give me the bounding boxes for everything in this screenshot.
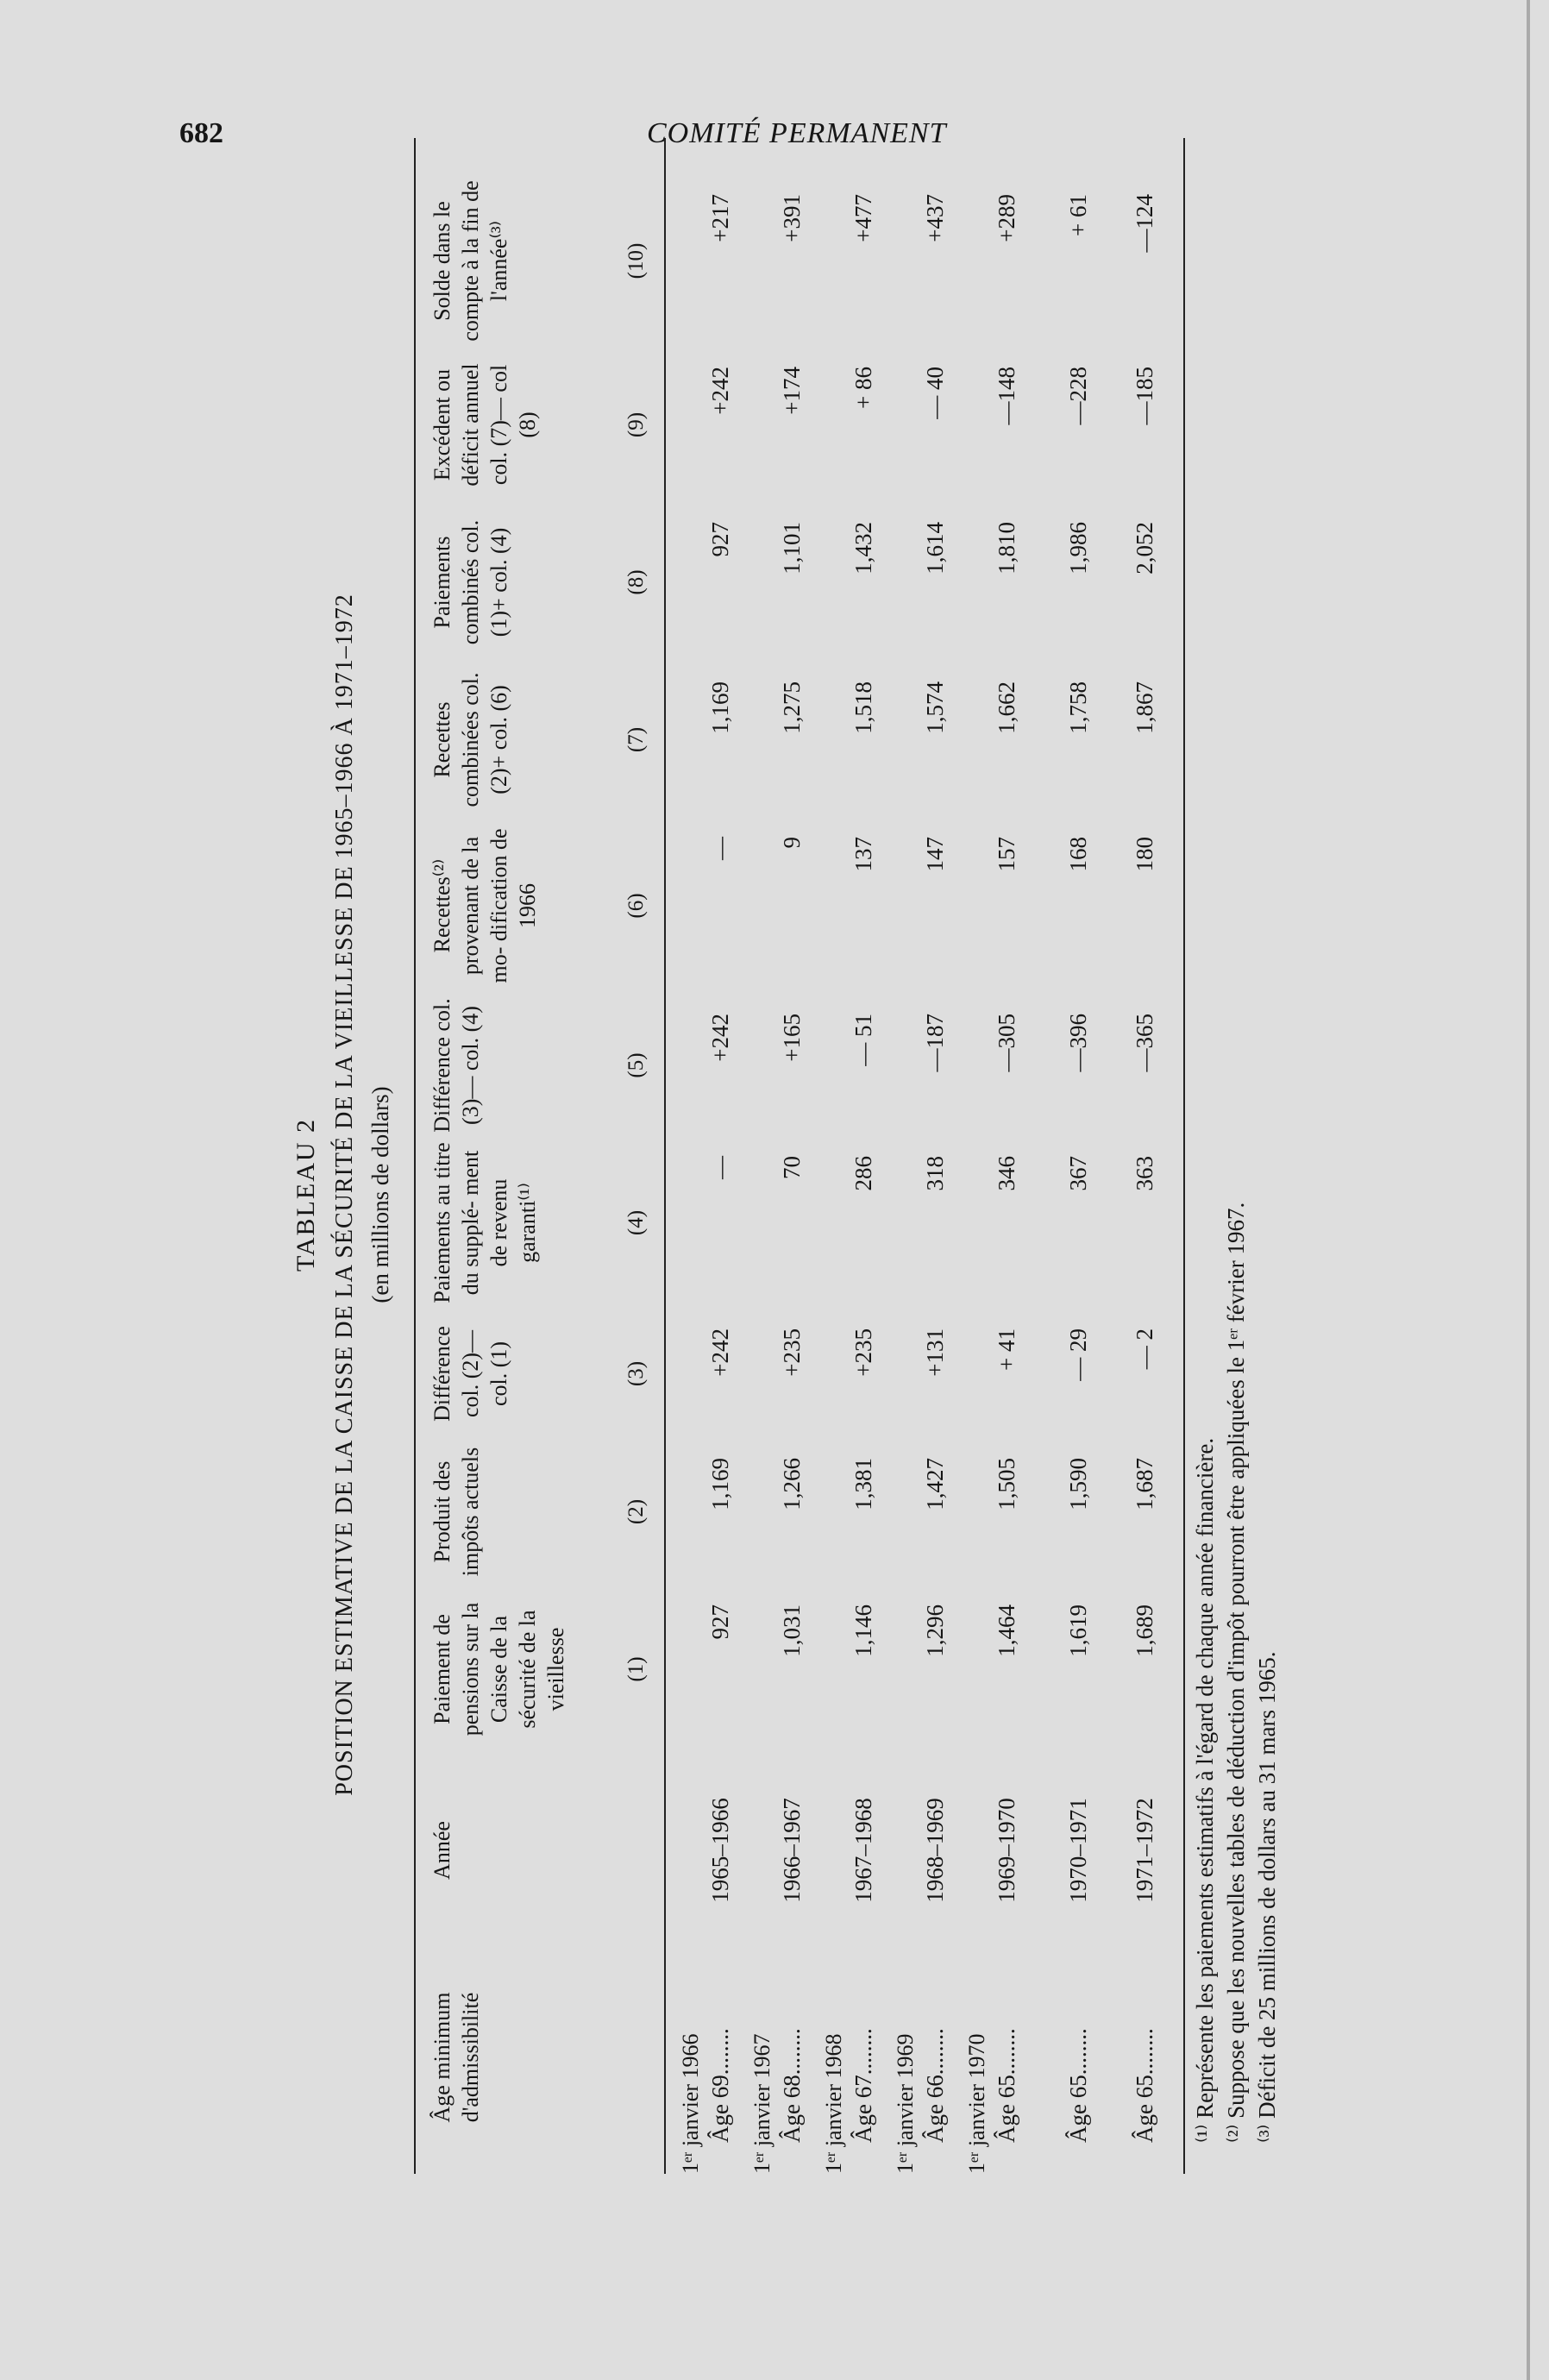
table-cell: 1,590 xyxy=(1065,1458,1091,1510)
table-cell: 1,432 xyxy=(850,522,876,575)
table-cell: 157 xyxy=(994,837,1019,872)
table-cell: 1968–1969 xyxy=(922,1798,948,1903)
table-header-rule xyxy=(664,138,666,2174)
table-cell: —396 xyxy=(1065,1014,1091,1072)
column-header: Différence col. (2)— col. (1) xyxy=(430,1326,511,1422)
row-date: 1ᵉʳ janvier 1966 xyxy=(678,2033,703,2174)
row-date: 1ᵉʳ janvier 1970 xyxy=(964,2033,989,2174)
table-cell: 70 xyxy=(779,1156,805,1179)
table-cell: 1969–1970 xyxy=(994,1798,1019,1903)
column-header: Paiement de pensions sur la Caisse de la sécurité de la vieillesse xyxy=(430,1602,568,1736)
footnote-3: ⁽³⁾ Déficit de 25 millions de dollars au 31 mars 1965. xyxy=(1254,1651,1280,2143)
table-cell: —228 xyxy=(1065,367,1091,425)
table-cell: 1971–1972 xyxy=(1132,1798,1157,1903)
column-header: Excédent ou déficit annuel col. (7)— col (8) xyxy=(430,363,540,487)
table-cell: 1,169 xyxy=(707,1458,733,1510)
table-cell: +242 xyxy=(707,1328,733,1377)
table-cell: 1,758 xyxy=(1065,681,1091,734)
table-cell: +242 xyxy=(707,1014,733,1062)
table-cell: 1,619 xyxy=(1065,1604,1091,1657)
table-cell: +174 xyxy=(779,367,805,415)
table-cell: 286 xyxy=(850,1156,876,1191)
table-cell: 1,031 xyxy=(779,1604,805,1657)
column-number: (2) xyxy=(624,1498,648,1525)
table-cell: —365 xyxy=(1132,1014,1157,1072)
table-cell: 927 xyxy=(707,522,733,557)
table-cell: — 51 xyxy=(850,1014,876,1066)
row-age: Âge 66........ xyxy=(922,2028,948,2143)
table-cell: 1,810 xyxy=(994,522,1019,575)
rotated-table xyxy=(259,173,1294,2217)
table-cell: 1,518 xyxy=(850,681,876,734)
table-cell: +217 xyxy=(707,194,733,242)
footnote-1: ⁽¹⁾ Représente les paiements estimatifs à l'égard de chaque année financière. xyxy=(1192,1437,1218,2143)
row-age: Âge 69........ xyxy=(707,2028,733,2143)
table-cell: 1970–1971 xyxy=(1065,1798,1091,1903)
table-cell: +437 xyxy=(922,194,948,242)
table-cell: 1,986 xyxy=(1065,522,1091,575)
table-cell: 1,662 xyxy=(994,681,1019,734)
column-number: (8) xyxy=(624,569,648,595)
table-cell: +242 xyxy=(707,367,733,415)
table-cell: 1,169 xyxy=(707,681,733,734)
table-cell: +235 xyxy=(850,1328,876,1377)
column-header: Paiements au titre du supplé- ment de revenu garanti⁽¹⁾ xyxy=(430,1142,540,1303)
table-cell: +235 xyxy=(779,1328,805,1377)
table-cell: — 29 xyxy=(1065,1328,1091,1381)
table-cell: +131 xyxy=(922,1328,948,1377)
table-cell: — xyxy=(707,837,733,860)
table-cell: 1,275 xyxy=(779,681,805,734)
table-cell: +391 xyxy=(779,194,805,242)
column-header: Paiements combinés col. (1)+ col. (4) xyxy=(430,519,511,645)
column-header: Différence col. (3)— col. (4) xyxy=(430,998,483,1133)
table-cell: 1,689 xyxy=(1132,1604,1157,1657)
table-cell: 1,464 xyxy=(994,1604,1019,1657)
table-cell: 168 xyxy=(1065,837,1091,872)
table-cell: 1,574 xyxy=(922,681,948,734)
column-number: (3) xyxy=(624,1360,648,1387)
table-cell: 137 xyxy=(850,837,876,872)
table-cell: —124 xyxy=(1132,194,1157,253)
table-cell: 927 xyxy=(707,1604,733,1640)
table-cell: +289 xyxy=(994,194,1019,242)
row-age: Âge 65........ xyxy=(994,2028,1019,2143)
table-cell: 1,381 xyxy=(850,1458,876,1510)
table-cell: — xyxy=(707,1156,733,1179)
table-cell: +477 xyxy=(850,194,876,242)
table-subtitle: POSITION ESTIMATIVE DE LA CAISSE DE LA SÉCURITÉ DE LA VIEILLESSE DE 1965–1966 À 1971–1972 xyxy=(331,593,358,1796)
table-cell: 1965–1966 xyxy=(707,1798,733,1903)
column-number: (5) xyxy=(624,1052,648,1078)
table-cell: 318 xyxy=(922,1156,948,1191)
table-cell: 2,052 xyxy=(1132,522,1157,575)
table-cell: 367 xyxy=(1065,1156,1091,1191)
row-age: Âge 68........ xyxy=(779,2028,805,2143)
table-cell: + 41 xyxy=(994,1328,1019,1371)
table-cell: 9 xyxy=(779,837,805,849)
row-age: Âge 65........ xyxy=(1065,2028,1091,2143)
row-age: Âge 65........ xyxy=(1132,2028,1157,2143)
column-header: Âge minimum d'admissibilité xyxy=(430,1992,483,2123)
column-header: Produit des impôts actuels xyxy=(430,1447,483,1577)
page-number: 682 xyxy=(179,117,223,149)
table-cell: 1,101 xyxy=(779,522,805,575)
column-number: (4) xyxy=(624,1209,648,1236)
table-cell: 1,687 xyxy=(1132,1458,1157,1510)
table-cell: 1,427 xyxy=(922,1458,948,1510)
row-date: 1ᵉʳ janvier 1969 xyxy=(893,2033,918,2174)
table-cell: + 61 xyxy=(1065,194,1091,236)
table-cell: 1,614 xyxy=(922,522,948,575)
table-cell: 346 xyxy=(994,1156,1019,1191)
table-bottom-rule xyxy=(1183,138,1185,2174)
table-cell: 1,146 xyxy=(850,1604,876,1657)
table-cell: 1,867 xyxy=(1132,681,1157,734)
running-title: COMITÉ PERMANENT xyxy=(647,117,947,149)
column-header: Recettes⁽²⁾ provenant de la mo- dification de 1966 xyxy=(430,828,540,983)
table-title: TABLEAU 2 xyxy=(292,1117,320,1272)
table-cell: —187 xyxy=(922,1014,948,1072)
table-cell: 1967–1968 xyxy=(850,1798,876,1903)
column-number: (9) xyxy=(624,411,648,438)
binding-edge xyxy=(1527,0,1530,2380)
table-cell: — 40 xyxy=(922,367,948,419)
row-date: 1ᵉʳ janvier 1968 xyxy=(821,2033,846,2174)
table-unit: (en millions de dollars) xyxy=(367,1086,393,1303)
row-age: Âge 67........ xyxy=(850,2028,876,2143)
row-date: 1ᵉʳ janvier 1967 xyxy=(749,2033,774,2174)
column-number: (7) xyxy=(624,726,648,753)
table-cell: 1966–1967 xyxy=(779,1798,805,1903)
table-cell: 1,296 xyxy=(922,1604,948,1657)
table-cell: —185 xyxy=(1132,367,1157,425)
column-number: (1) xyxy=(624,1656,648,1682)
column-header: Solde dans le compte à la fin de l'année⁽³⁾ xyxy=(430,180,511,342)
column-number: (10) xyxy=(624,242,648,279)
column-number: (6) xyxy=(624,893,648,919)
table-cell: 180 xyxy=(1132,837,1157,872)
table-cell: —148 xyxy=(994,367,1019,425)
table-cell: 147 xyxy=(922,837,948,872)
table-cell: — 2 xyxy=(1132,1328,1157,1370)
table-top-rule xyxy=(414,138,416,2174)
footnote-2: ⁽²⁾ Suppose que les nouvelles tables de déduction d'impôt pourront être appliquées le 1ᵉʳ février 1967. xyxy=(1223,1202,1249,2143)
column-header: Recettes combinées col. (2)+ col. (6) xyxy=(430,672,511,807)
table-cell: + 86 xyxy=(850,367,876,409)
table-cell: 363 xyxy=(1132,1156,1157,1191)
table-cell: +165 xyxy=(779,1014,805,1062)
table-cell: 1,266 xyxy=(779,1458,805,1510)
table-cell: 1,505 xyxy=(994,1458,1019,1510)
table-cell: —305 xyxy=(994,1014,1019,1072)
column-header: Année xyxy=(430,1821,455,1880)
